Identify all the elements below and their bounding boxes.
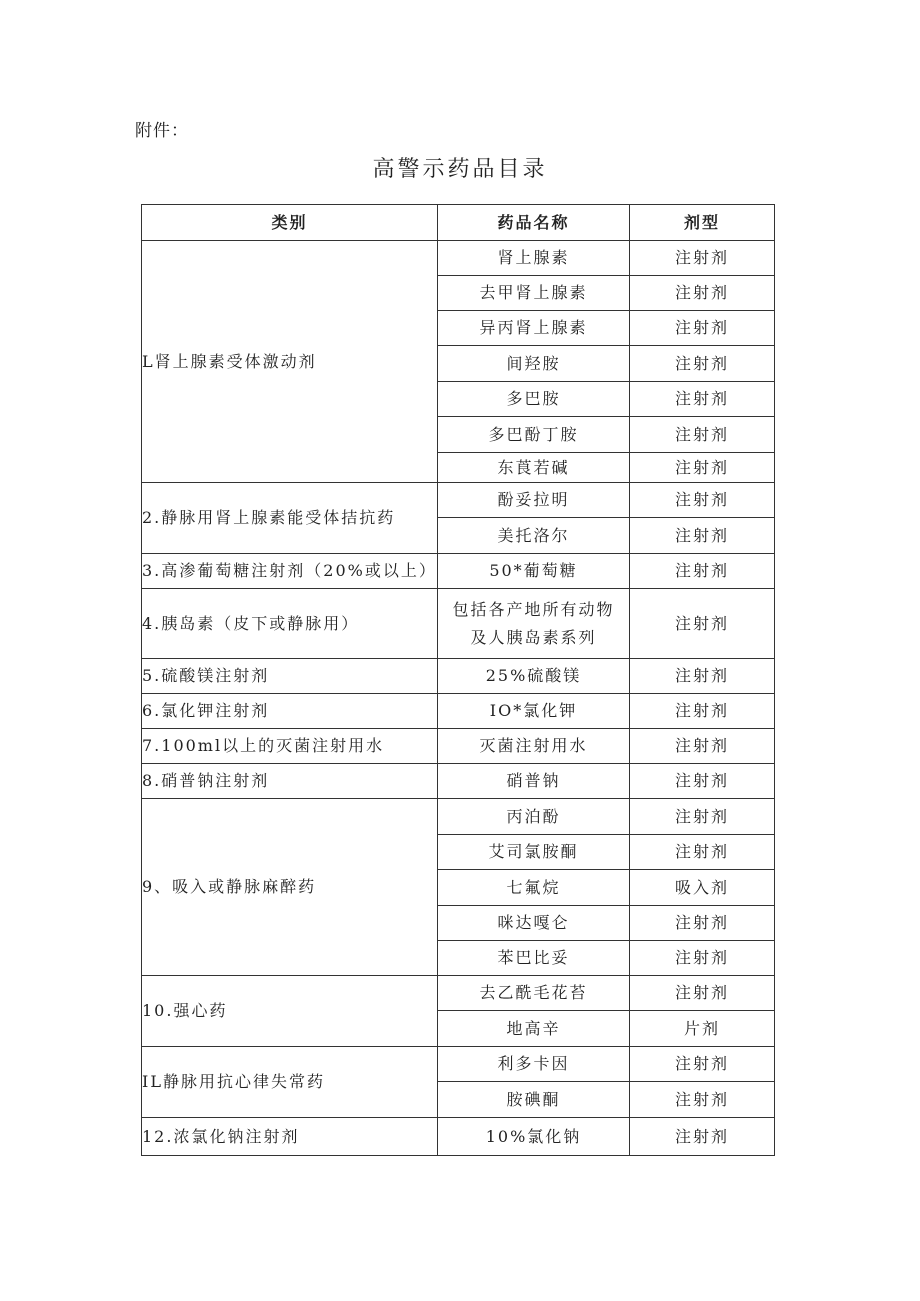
drug-name-cell: 七氟烷 [438,870,630,906]
dosage-form-cell: 注射剂 [630,729,775,764]
dosage-form-cell: 注射剂 [630,1118,775,1156]
category-cell: 6.氯化钾注射剂 [142,694,438,729]
document-title: 高警示药品目录 [372,157,548,182]
table-row [142,976,775,1011]
dosage-form-cell: 注射剂 [630,1047,775,1082]
dosage-form-cell: 注射剂 [630,835,775,870]
header-category: 类别 [142,205,438,241]
dosage-form-cell: 注射剂 [630,1082,775,1118]
table-row [142,764,775,799]
drug-name-cell: 硝普钠 [438,764,630,799]
drug-name-cell: 东莨若碱 [438,453,630,483]
category-cell: 9、吸入或静脉麻醉药 [142,799,438,976]
drug-name-cell: 艾司氯胺酮 [438,835,630,870]
dosage-form-cell: 注射剂 [630,483,775,518]
dosage-form-cell: 注射剂 [630,276,775,311]
dosage-form-cell: 注射剂 [630,941,775,976]
dosage-form-cell: 注射剂 [630,241,775,276]
drug-name-cell: 多巴胺 [438,382,630,417]
category-cell: 2.静脉用肾上腺素能受体拮抗药 [142,483,438,554]
dosage-form-cell: 注射剂 [630,453,775,483]
dosage-form-cell: 注射剂 [630,554,775,589]
drug-name-cell: 地高辛 [438,1011,630,1047]
dosage-form-cell: 注射剂 [630,976,775,1011]
dosage-form-cell: 注射剂 [630,311,775,346]
table-header-row [142,205,775,241]
dosage-form-cell: 注射剂 [630,346,775,382]
dosage-form-cell: 注射剂 [630,906,775,941]
table-row [142,589,775,659]
dosage-form-cell: 注射剂 [630,382,775,417]
table-row [142,659,775,694]
attachment-label: 附件： [135,121,189,141]
dosage-form-cell: 注射剂 [630,694,775,729]
dosage-form-cell: 注射剂 [630,417,775,453]
drug-name-cell: 灭菌注射用水 [438,729,630,764]
table-row [142,1047,775,1082]
drug-table [141,204,775,1156]
drug-name-cell: 酚妥拉明 [438,483,630,518]
drug-name-cell: 苯巴比妥 [438,941,630,976]
category-cell: 10.强心药 [142,976,438,1047]
dosage-form-cell: 注射剂 [630,659,775,694]
drug-name-cell: 利多卡因 [438,1047,630,1082]
drug-name-cell: 肾上腺素 [438,241,630,276]
dosage-form-cell: 片剂 [630,1011,775,1047]
category-cell: 8.硝普钠注射剂 [142,764,438,799]
category-cell: 7.100ml以上的灭菌注射用水 [142,729,438,764]
category-cell: IL静脉用抗心律失常药 [142,1047,438,1118]
drug-name-cell: 异丙肾上腺素 [438,311,630,346]
dosage-form-cell: 注射剂 [630,764,775,799]
drug-name-cell: 10%氯化钠 [438,1118,630,1156]
drug-name-cell: 去乙酰毛花苔 [438,976,630,1011]
drug-name-cell: 间羟胺 [438,346,630,382]
drug-name-cell: 咪达嘎仑 [438,906,630,941]
category-cell: 5.硫酸镁注射剂 [142,659,438,694]
table-row [142,729,775,764]
category-cell: L肾上腺素受体激动剂 [142,241,438,483]
dosage-form-cell: 注射剂 [630,799,775,835]
category-cell: 12.浓氯化钠注射剂 [142,1118,438,1156]
table-row [142,799,775,835]
dosage-form-cell: 吸入剂 [630,870,775,906]
category-cell: 3.高渗葡萄糖注射剂（20%或以上） [142,554,438,589]
table-row [142,694,775,729]
drug-name-cell: 美托洛尔 [438,518,630,554]
table-row [142,241,775,276]
drug-name-cell: 胺碘酮 [438,1082,630,1118]
drug-name-cell: 多巴酚丁胺 [438,417,630,453]
drug-name-cell: IO*氯化钾 [438,694,630,729]
drug-name-cell: 包括各产地所有动物及人胰岛素系列 [438,589,630,659]
category-cell: 4.胰岛素（皮下或静脉用） [142,589,438,659]
table-body [142,241,775,1156]
header-drug-name: 药品名称 [438,205,630,241]
drug-name-cell: 50*葡萄糖 [438,554,630,589]
table-row [142,483,775,518]
drug-name-cell: 25%硫酸镁 [438,659,630,694]
dosage-form-cell: 注射剂 [630,589,775,659]
table-row [142,554,775,589]
table-row [142,1118,775,1156]
drug-name-cell: 去甲肾上腺素 [438,276,630,311]
header-dosage-form: 剂型 [630,205,775,241]
drug-name-cell: 丙泊酚 [438,799,630,835]
dosage-form-cell: 注射剂 [630,518,775,554]
